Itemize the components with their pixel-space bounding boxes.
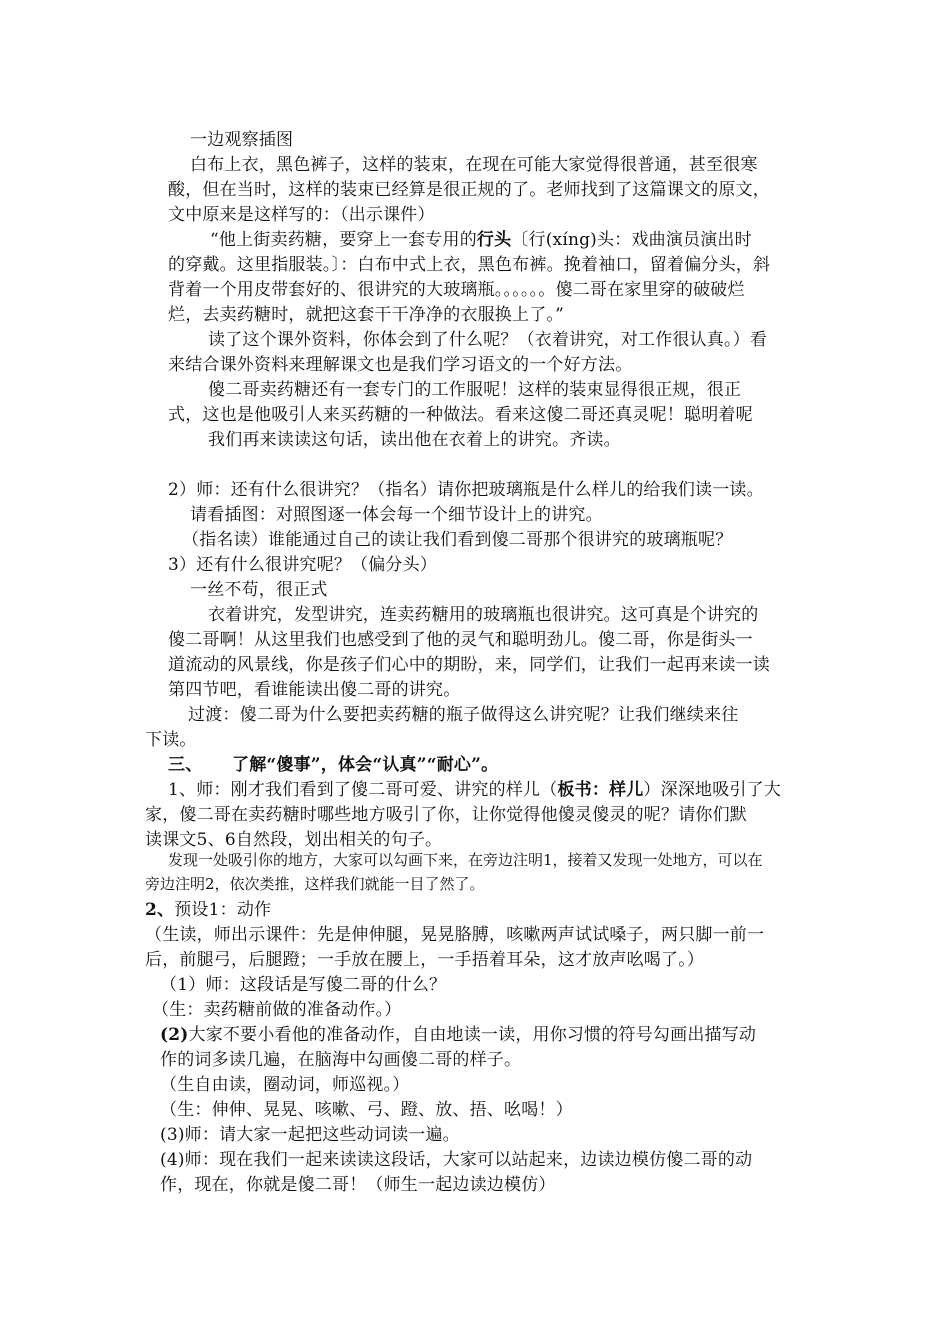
text-line (160, 1023, 756, 1047)
text-line: 3）还有什么很讲究呢？（偏分头） (168, 555, 438, 575)
text-line: 后，前腿弓，后腿蹬；一手放在腰上，一手捂着耳朵，这才放声吆喝了。） (145, 950, 705, 970)
text-line: 读课文5、6自然段，划出相关的句子。 (145, 830, 443, 850)
text-line: 旁边注明2，依次类推，这样我们就能一目了然了。 (145, 875, 485, 893)
text-line: 傻二哥卖药糖还有一套专门的工作服呢！这样的装束显得很正规，很正 (208, 380, 742, 400)
text-line: 发现一处吸引你的地方，大家可以勾画下来，在旁边注明1，接着又发现一处地方，可以在 (168, 851, 763, 869)
text-segment: 1、师：刚才我们看到了傻二哥可爱、讲究的样儿（ (168, 780, 558, 800)
text-line: 的穿戴。这里指服装。〕：白布中式上衣，黑色布裤。挽着袖口，留着偏分头，斜 (168, 255, 771, 275)
text-line: （生自由读，圈动词，师巡视。） (160, 1075, 410, 1095)
section-heading: 了解“傻事”，体会“认真”“耐心”。 (232, 755, 499, 775)
text-line: 下读。 (145, 730, 197, 750)
text-line: （指名读）谁能通过自己的读让我们看到傻二哥那个很讲究的玻璃瓶呢？ (182, 530, 733, 550)
text-line: 一边观察插图 (190, 130, 294, 150)
text-segment: 预设1：动作 (174, 900, 272, 920)
text-line: 家，傻二哥在卖药糖时哪些地方吸引了你，让你觉得他傻灵傻灵的呢？请你们默 (145, 805, 747, 825)
text-line (145, 898, 271, 922)
text-line: 2）师：还有什么很讲究？（指名）请你把玻璃瓶是什么样儿的给我们读一读。 (168, 480, 764, 500)
quote-text: “他上街卖药糖，要穿上一套专用的 (210, 230, 477, 250)
text-line: 傻二哥啊！从这里我们也感受到了他的灵气和聪明劲儿。傻二哥，你是街头一 (168, 630, 753, 650)
text-line: 作的词多读几遍，在脑海中勾画傻二哥的样子。 (160, 1050, 522, 1070)
board-note: 板书：样儿 (557, 780, 644, 800)
text-line: 请看插图：对照图逐一体会每一个细节设计上的讲究。 (190, 505, 603, 525)
section-number: 三、 (168, 755, 203, 775)
item-number: 2、 (145, 900, 175, 920)
text-line: （生：伸伸、晃晃、咳嗽、弓、蹬、放、捂、吆喝！） (160, 1100, 573, 1120)
text-line: 衣着讲究，发型讲究，连卖药糖用的玻璃瓶也很讲究。这可真是个讲究的 (208, 605, 759, 625)
annotation-text: 〔行(xíng)头：戏曲演员演出时 (511, 230, 752, 250)
text-line: （1）师：这段话是写傻二哥的什么？ (160, 975, 447, 995)
text-line: 道流动的风景线，你是孩子们心中的期盼，来，同学们，让我们一起再来读一读 (168, 655, 770, 675)
quote-line (210, 228, 752, 252)
text-line: （生：卖药糖前做的准备动作。） (152, 1000, 402, 1020)
text-line: (4)师：现在我们一起来读读这段话，大家可以站起来，边读边模仿傻二哥的动 (160, 1150, 753, 1170)
text-line: 第四节吧，看谁能读出傻二哥的讲究。 (168, 680, 461, 700)
bold-term: 行头 (476, 230, 512, 250)
text-line: 式，这也是他吸引人来买药糖的一种做法。看来这傻二哥还真灵呢！聪明着呢 (168, 405, 753, 425)
item-number: (2) (160, 1025, 189, 1045)
text-segment: 大家不要小看他的准备动作，自由地读一读，用你习惯的符号勾画出描写动 (188, 1025, 757, 1045)
text-line: 背着一个用皮带套好的、很讲究的大玻璃瓶。。。。。。傻二哥在家里穿的破破烂 (168, 280, 745, 300)
text-line: 我们再来读读这句话，读出他在衣着上的讲究。齐读。 (208, 430, 621, 450)
text-line: 烂，去卖药糖时，就把这套干干净净的衣服换上了。” (168, 305, 564, 325)
text-line: 酸，但在当时，这样的装束已经算是很正规的了。老师找到了这篇课文的原文， (168, 180, 770, 200)
text-line: 作，现在，你就是傻二哥！（师生一起边读边模仿） (160, 1175, 556, 1195)
text-line: 白布上衣，黑色裤子，这样的装束，在现在可能大家觉得很普通，甚至很寒 (190, 155, 758, 175)
text-line: 文中原来是这样写的：（出示课件） (168, 205, 435, 225)
text-line: (3)师：请大家一起把这些动词读一遍。 (160, 1125, 460, 1145)
text-line: 读了这个课外资料，你体会到了什么呢？（衣着讲究，对工作很认真。）看 (208, 330, 768, 350)
text-line: 来结合课外资料来理解课文也是我们学习语文的一个好方法。 (168, 355, 633, 375)
text-line: （生读，师出示课件：先是伸伸腿，晃晃胳膊，咳嗽两声试试嗓子，两只脚一前一 (145, 925, 765, 945)
text-line: 过渡：傻二哥为什么要把卖药糖的瓶子做得这么讲究呢？让我们继续来往 (188, 705, 739, 725)
text-line: 一丝不苟，很正式 (190, 580, 328, 600)
text-line (168, 778, 781, 802)
text-segment: ）深深地吸引了大 (643, 780, 782, 800)
